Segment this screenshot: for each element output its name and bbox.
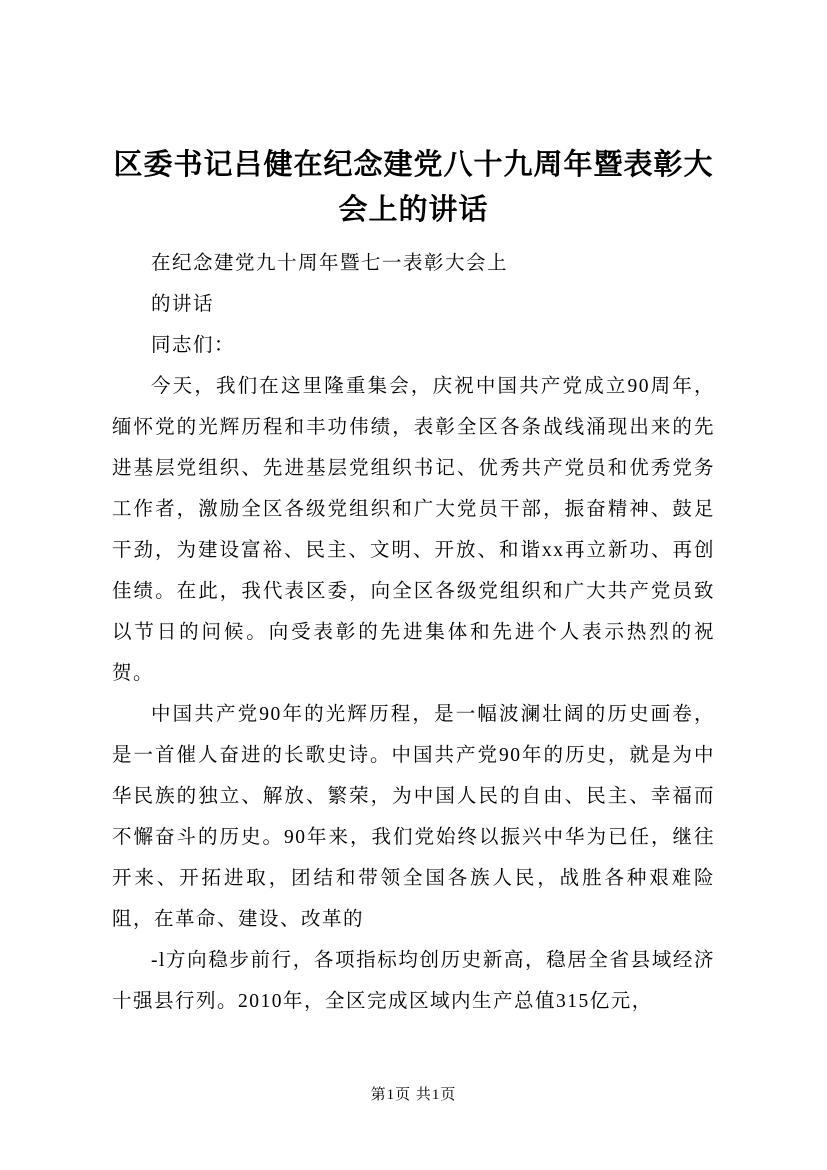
paragraph-subtitle-line1: 在纪念建党九十周年暨七一表彰大会上 <box>151 253 509 274</box>
paragraph-body-1: 今天，我们在这里隆重集会，庆祝中国共产党成立90周年，缅怀党的光辉历程和丰功伟绩，表彰全区各条战线涌现出来的先进基层党组织、先进基层党组织书记、优秀共产党员和优秀党务工作者，激励全区各级党组织和广大党员干部，振奋精神、鼓足干劲，为建设富裕、民主、文明、开放、和谐xx再立新功、再创佳绩。在此，我代表区委，向全区各级党组织和广大共产党员致以节日的问候。向受表彰的先进集体和先进个人表示热烈的祝贺。 <box>112 376 715 684</box>
document-body <box>112 243 715 1022</box>
document-title: 区委书记吕健在纪念建党八十九周年暨表彰大会上的讲话 <box>113 149 714 226</box>
paragraph-subtitle-line2: 的讲话 <box>151 294 215 315</box>
paragraph-body-2: 中国共产党90年的光辉历程，是一幅波澜壮阔的历史画卷，是一首催人奋进的长歌史诗。中国共产党90年的历史，就是为中华民族的独立、解放、繁荣，为中国人民的自由、民主、幸福而不懈奋斗的历史。90年来，我们党始终以振兴中华为已任，继往开来、开拓进取，团结和带领全国各族人民，战胜各种艰难险阻，在革命、建设、改革的 <box>112 704 715 930</box>
paragraph-body-3: -l方向稳步前行，各项指标均创历史新高，稳居全省县域经济十强县行列。2010年，全区完成区域内生产总值315亿元， <box>112 950 715 1012</box>
page-number-footer: 第1页 共1页 <box>370 1087 457 1103</box>
paragraph-salutation: 同志们： <box>151 335 236 356</box>
